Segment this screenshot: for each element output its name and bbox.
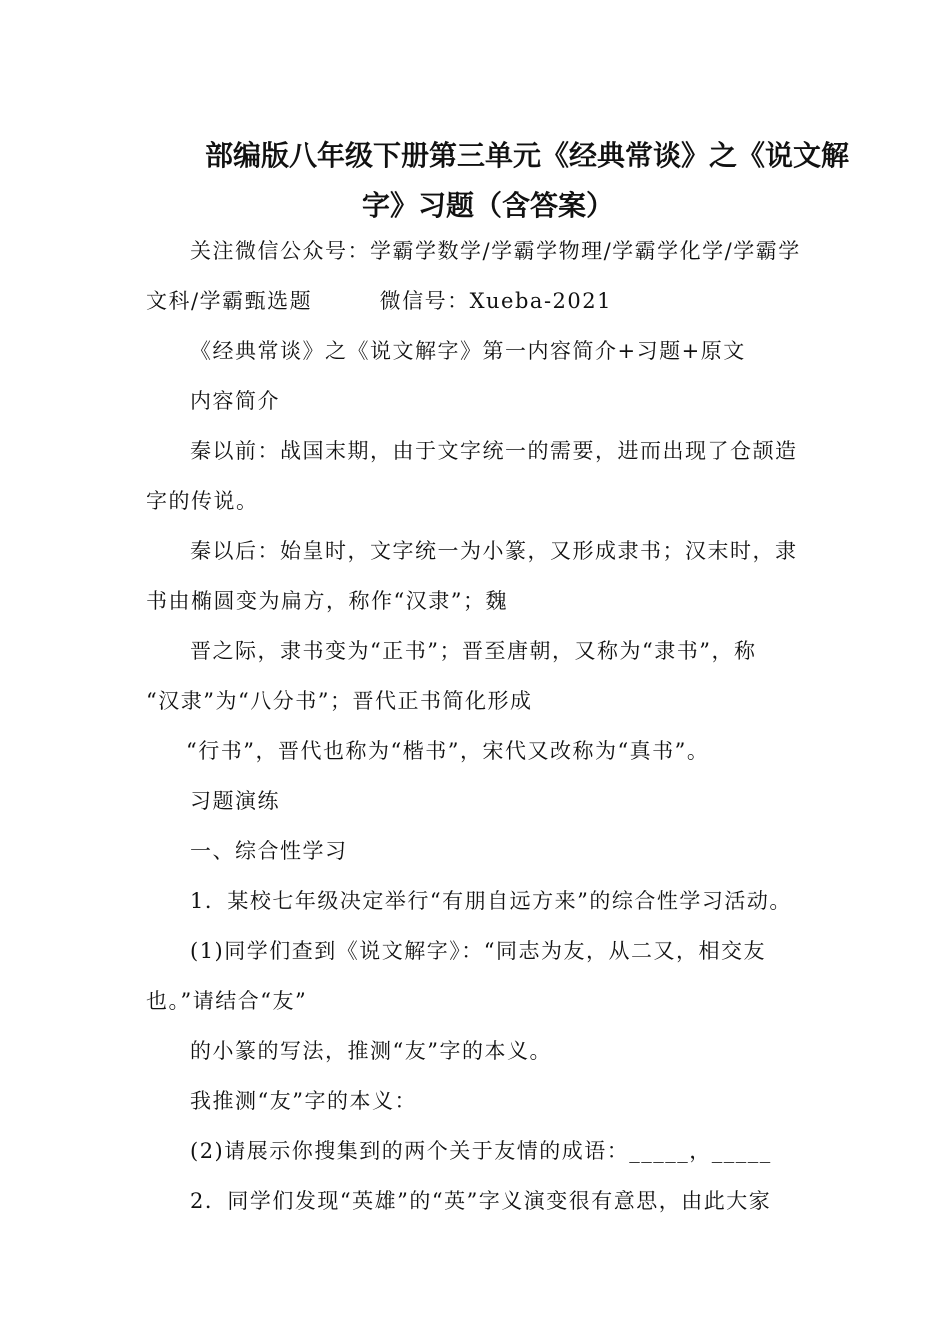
question-line: 也。”请结合“友” <box>146 989 308 1013</box>
section-heading: 一、综合性学习 <box>190 839 348 863</box>
exercise-heading: 习题演练 <box>190 789 280 813</box>
paragraph-line: “汉隶”为“八分书”；晋代正书简化形成 <box>146 689 533 713</box>
paragraph-line: “行书”，晋代也称为“楷书”，宋代又改称为“真书”。 <box>186 739 710 763</box>
section-intro-line: 《经典常谈》之《说文解字》第一内容简介+习题+原文 <box>190 339 746 363</box>
wechat-id-line: 文科/学霸甄选题 微信号：Xueba-2021 <box>146 289 612 313</box>
paragraph-line: 书由椭圆变为扁方，称作“汉隶”；魏 <box>146 589 508 613</box>
paragraph-line: 秦以前：战国末期，由于文字统一的需要，进而出现了仓颉造 <box>190 439 798 463</box>
document-title-line-1: 部编版八年级下册第三单元《经典常谈》之《说文解 <box>205 139 850 172</box>
answer-prompt-line: 我推测“友”字的本义： <box>190 1089 417 1113</box>
paragraph-line: 字的传说。 <box>146 489 259 513</box>
content-intro-heading: 内容简介 <box>190 389 280 413</box>
question-line: (1)同学们查到《说文解字》：“同志为友，从二又，相交友 <box>190 939 766 963</box>
question-line: 2．同学们发现“英雄”的“英”字义演变很有意思，由此大家 <box>190 1189 772 1213</box>
paragraph-line: 秦以后：始皇时，文字统一为小篆，又形成隶书；汉末时，隶 <box>190 539 798 563</box>
follow-wechat-line: 关注微信公众号：学霸学数学/学霸学物理/学霸学化学/学霸学 <box>190 239 801 263</box>
document-title-line-2: 字》习题（含答案） <box>362 189 615 222</box>
question-line: 1．某校七年级决定举行“有朋自远方来”的综合性学习活动。 <box>190 889 792 913</box>
question-line: (2)请展示你搜集到的两个关于友情的成语：_____，_____ <box>190 1139 772 1163</box>
paragraph-line: 晋之际，隶书变为“正书”；晋至唐朝，又称为“隶书”，称 <box>190 639 757 663</box>
question-line: 的小篆的写法，推测“友”字的本义。 <box>190 1039 552 1063</box>
